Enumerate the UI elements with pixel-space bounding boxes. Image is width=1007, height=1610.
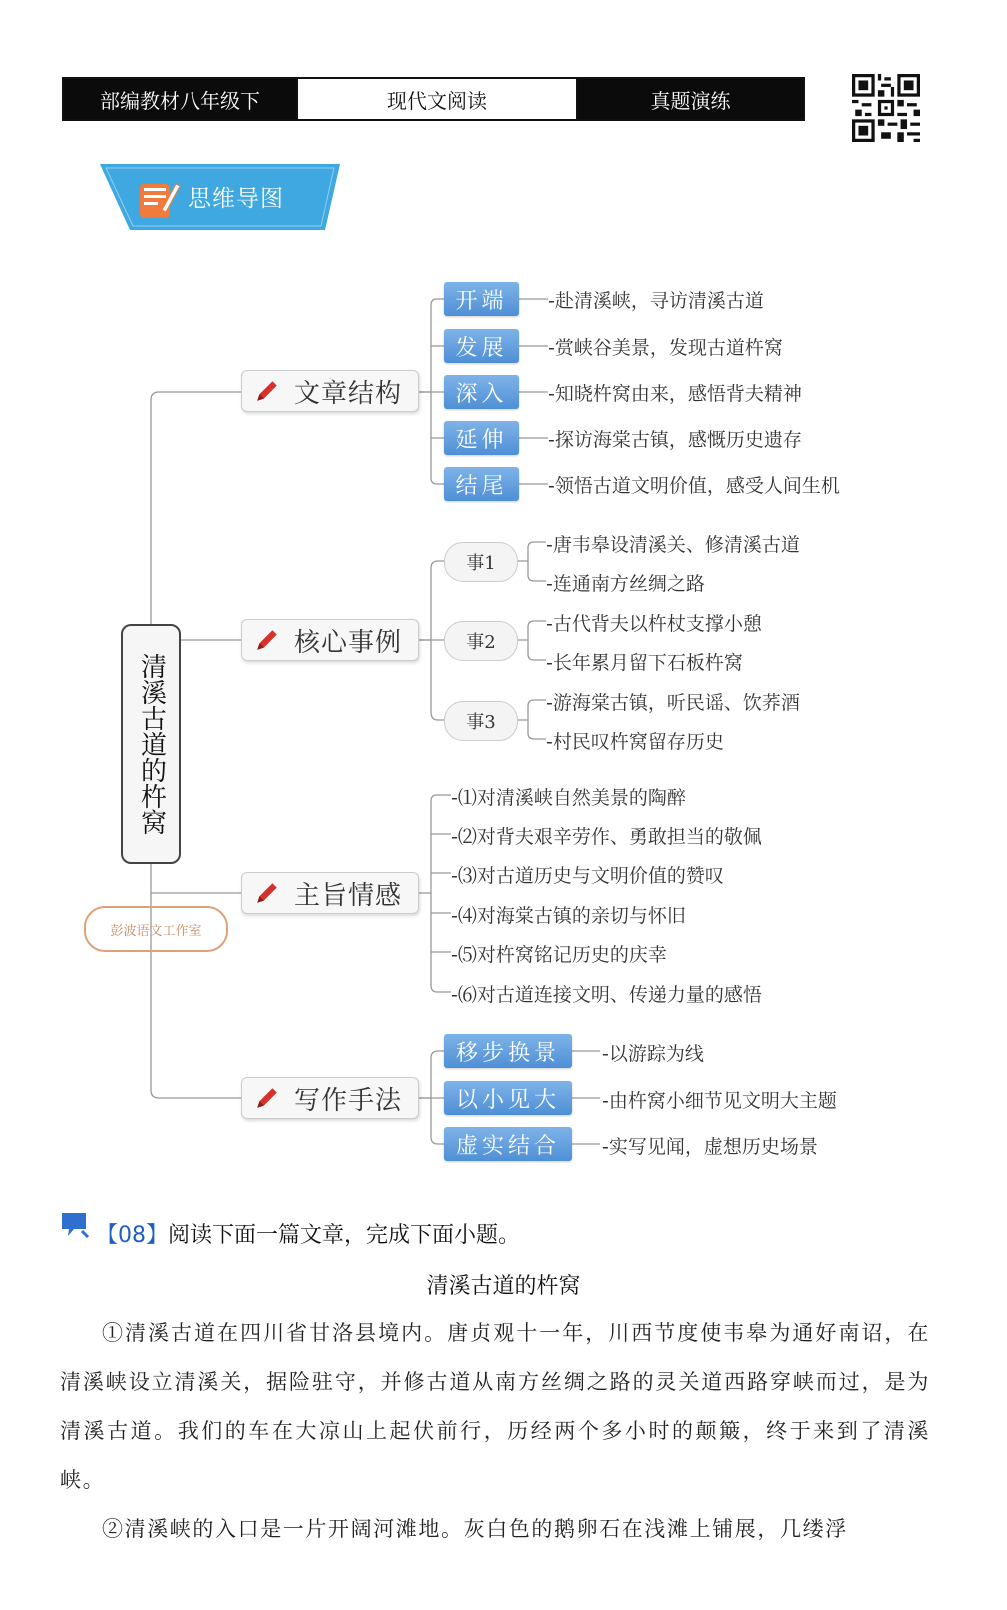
structure-tag-2: 发展: [444, 329, 519, 363]
article-title: 清溪古道的杵窝: [426, 1274, 581, 1299]
structure-leaf-3: -知晓杵窝由来，感悟背夫精神: [548, 383, 802, 405]
event-tag-3: 事3: [444, 701, 518, 741]
emotion-leaf-5: -⑸对杵窝铭记历史的庆幸: [451, 944, 667, 966]
emotion-leaf-2: -⑵对背夫艰辛劳作、勇敢担当的敬佩: [451, 826, 762, 848]
pencil-icon: [254, 627, 280, 653]
event-1-leaf-1: -唐韦皋设清溪关、修清溪古道: [546, 534, 800, 556]
header-practice: 真题演练: [578, 79, 803, 119]
structure-leaf-5: -领悟古道文明价值，感受人间生机: [548, 475, 840, 497]
event-tag-2: 事2: [444, 621, 518, 661]
method-leaf-1: -以游踪为线: [602, 1043, 704, 1065]
branch-cases: [241, 619, 419, 661]
studio-stamp: 彭波语文工作室: [84, 906, 228, 952]
header-grade: 部编教材八年级下: [64, 79, 296, 119]
header-section: 现代文阅读: [296, 79, 578, 119]
event-3-leaf-1: -游海棠古镇，听民谣、饮荞酒: [546, 692, 800, 714]
method-tag-3: 虚实结合: [444, 1127, 572, 1161]
structure-leaf-1: -赴清溪峡，寻访清溪古道: [548, 290, 764, 312]
pencil-icon: [254, 1085, 280, 1111]
structure-leaf-4: -探访海棠古镇，感慨历史遗存: [548, 429, 802, 451]
emotion-leaf-4: -⑷对海棠古镇的亲切与怀旧: [451, 905, 686, 927]
structure-tag-3: 深入: [444, 375, 519, 409]
event-2-leaf-1: -古代背夫以杵杖支撑小憩: [546, 613, 762, 635]
method-leaf-3: -实写见闻，虚想历史场景: [602, 1136, 818, 1158]
emotion-leaf-3: -⑶对古道历史与文明价值的赞叹: [451, 865, 724, 887]
branch-structure: [241, 370, 419, 412]
structure-leaf-2: -赏峡谷美景，发现古道杵窝: [548, 337, 783, 359]
pencil-icon: [254, 880, 280, 906]
emotion-leaf-6: -⑹对古道连接文明、传递力量的感悟: [451, 984, 762, 1006]
question-instruction: [96, 1218, 520, 1249]
structure-tag-5: 结尾: [444, 467, 519, 501]
article-paragraph-1: ①清溪古道在四川省甘洛县境内。唐贞观十一年，川西节度使韦皋为通好南诏，在清溪峡设立清溪关，据险驻守，并修古道从南方丝绸之路的灵关道西路穿峡而过，是为清溪古道。我们的车在大凉山上起伏前行，历经两个多小时的颠簸，终于来到了清溪峡。: [60, 1321, 930, 1492]
question-number: 08: [118, 1223, 147, 1248]
event-tag-1: 事1: [444, 542, 518, 582]
method-leaf-2: -由杵窝小细节见文明大主题: [602, 1090, 837, 1112]
branch-emotion: [241, 872, 419, 914]
structure-tag-4: 延伸: [444, 421, 519, 455]
branch-method: [241, 1077, 419, 1119]
event-1-leaf-2: -连通南方丝绸之路: [546, 573, 705, 595]
pencil-icon: [254, 378, 280, 404]
question-text: 阅读下面一篇文章，完成下面小题。: [168, 1223, 521, 1248]
branch-method-label: 写作手法: [294, 1085, 403, 1116]
structure-tag-1: 开端: [444, 282, 519, 316]
article-paragraph-2: ②清溪峡的入口是一片开阔河滩地。灰白色的鹅卵石在浅滩上铺展，几缕浮: [102, 1517, 848, 1541]
branch-emotion-label: 主旨情感: [294, 880, 403, 911]
speech-bubble-icon: [60, 1211, 90, 1239]
branch-structure-label: 文章结构: [294, 378, 403, 409]
question-bracket-close: 】: [146, 1223, 169, 1248]
event-2-leaf-2: -长年累月留下石板杵窝: [546, 652, 743, 674]
mindmap-root: 清溪古道的杵窝: [121, 624, 181, 864]
event-3-leaf-2: -村民叹杵窝留存历史: [546, 731, 724, 753]
branch-cases-label: 核心事例: [294, 627, 403, 658]
question-bracket-open: 【: [96, 1223, 119, 1248]
emotion-leaf-1: -⑴对清溪峡自然美景的陶醉: [451, 787, 686, 809]
method-tag-1: 移步换景: [444, 1034, 572, 1068]
mindmap-banner-label: 思维导图: [188, 186, 284, 212]
method-tag-2: 以小见大: [444, 1081, 572, 1115]
